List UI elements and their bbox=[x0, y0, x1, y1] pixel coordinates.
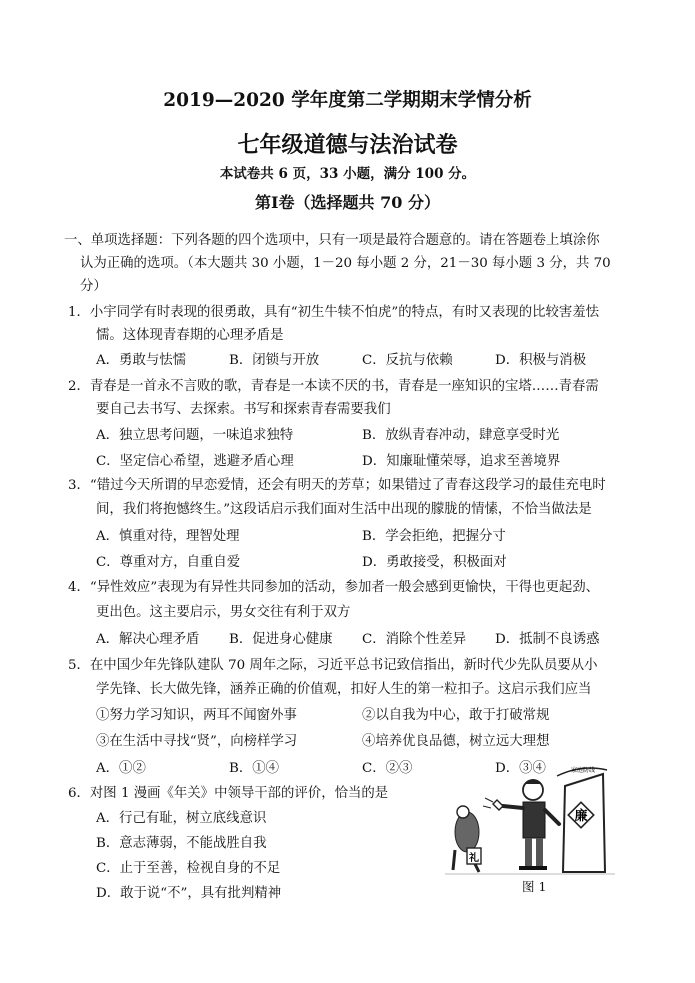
q4-option-c: C．消除个性差异 bbox=[362, 632, 466, 647]
gift-character: 礼 bbox=[469, 853, 479, 864]
q3-option-c: C．尊重对方，自重自爱 bbox=[96, 555, 241, 570]
q5-option-b: B．①④ bbox=[229, 761, 280, 776]
exam-subject-title: 七年级道德与法治试卷 bbox=[237, 132, 458, 158]
q5-statement-2: ②以自我为中心，敢于打破常规 bbox=[362, 708, 550, 723]
q5-option-c: C．②③ bbox=[362, 761, 413, 776]
q5-option-a: A．①② bbox=[96, 761, 146, 776]
q4-stem-line2: 更出色。这主要启示，男女交往有利于双方 bbox=[96, 605, 351, 620]
exam-header-title: 2019—2020 学年度第二学期期末学情分析 bbox=[163, 90, 532, 111]
cartoon-figure bbox=[445, 762, 615, 880]
q5-statement-3: ③在生活中寻找“贤”，向榜样学习 bbox=[96, 734, 298, 749]
q4-option-d: D．抵制不良诱惑 bbox=[495, 632, 600, 647]
q5-statement-4: ④培养优良品德，树立远大理想 bbox=[362, 734, 550, 749]
door-banner-text: 家庭防线 bbox=[570, 767, 596, 774]
q5-stem-line2: 学先锋、长大做先锋，涵养正确的价值观，扣好人生的第一粒扣子。这启示我们应当 bbox=[96, 682, 592, 697]
q4-stem-line1: 4．“异性效应”表现为有异性共同参加的活动，参加者一般会感到更愉快，干得也更起劲、 bbox=[68, 580, 600, 595]
q1-option-b: B．闭锁与开放 bbox=[229, 353, 320, 368]
q6-option-a: A．行己有耻，树立底线意识 bbox=[96, 811, 267, 826]
q2-stem-line1: 2．青春是一首永不言败的歌，青春是一本读不厌的书，青春是一座知识的宝塔……青春需 bbox=[68, 379, 599, 394]
q1-stem-line2: 懦。这体现青春期的心理矛盾是 bbox=[96, 328, 284, 343]
q1-option-a: A．勇敢与怯懦 bbox=[96, 353, 187, 368]
q5-option-d: D．③④ bbox=[495, 761, 546, 776]
q6-option-b: B．意志薄弱，不能战胜自我 bbox=[96, 836, 267, 851]
section-instruction-line2: 认为正确的选项。（本大题共 30 小题，1－20 每小题 2 分，21－30 每小题 3 分，共 70 bbox=[80, 256, 611, 271]
q5-stem-line1: 5．在中国少年先锋队建队 70 周年之际，习近平总书记致信指出，新时代少先队员要从小 bbox=[68, 658, 598, 673]
q4-option-a: A．解决心理矛盾 bbox=[96, 632, 200, 647]
q6-option-d: D．敢于说“不”，具有批判精神 bbox=[96, 886, 282, 901]
q5-statement-1: ①努力学习知识，两耳不闻窗外事 bbox=[96, 708, 297, 723]
q6-stem: 6．对图 1 漫画《年关》中领导干部的评价，恰当的是 bbox=[68, 786, 389, 801]
q3-option-d: D．勇敢接受，积极面对 bbox=[362, 555, 507, 570]
q1-option-c: C．反抗与依赖 bbox=[362, 353, 453, 368]
q1-stem-line1: 1．小宇同学有时表现的很勇敢，具有“初生牛犊不怕虎”的特点，有时又表现的比较害羞怯 bbox=[68, 305, 600, 320]
section-instruction-line1: 一、单项选择题：下列各题的四个选项中，只有一项是最符合题意的。请在答题卷上填涂你 bbox=[64, 233, 600, 248]
q6-option-c: C．止于至善，检视自身的不足 bbox=[96, 861, 281, 876]
figure-caption: 图 1 bbox=[522, 879, 547, 894]
q2-stem-line2: 要自己去书写、去探索。书写和探索青春需要我们 bbox=[96, 402, 391, 417]
q3-stem-line2: 间，我们将抱憾终生。”这段话启示我们面对生活中出现的朦胧的情愫，不恰当做法是 bbox=[96, 502, 592, 517]
q2-option-b: B．放纵青春冲动，肆意享受时光 bbox=[362, 428, 560, 443]
exam-info: 本试卷共 6 页，33 小题，满分 100 分。 bbox=[219, 166, 476, 182]
q2-option-a: A．独立思考问题，一味追求独特 bbox=[96, 428, 294, 443]
q3-option-a: A．慎重对待，理智处理 bbox=[96, 529, 240, 544]
q3-option-b: B．学会拒绝，把握分寸 bbox=[362, 529, 506, 544]
q1-option-d: D．积极与消极 bbox=[495, 353, 587, 368]
q4-option-b: B．促进身心健康 bbox=[229, 632, 333, 647]
q2-option-d: D．知廉耻懂荣辱，追求至善境界 bbox=[362, 454, 561, 469]
section-instruction-line3: 分） bbox=[80, 279, 107, 294]
door-character: 廉 bbox=[574, 809, 588, 824]
q3-stem-line1: 3．“错过今天所谓的早恋爱情，还会有明天的芳草；如果错过了青春这段学习的最佳充电时 bbox=[68, 478, 606, 493]
q2-option-c: C．坚定信心希望，逃避矛盾心理 bbox=[96, 454, 294, 469]
part-heading: 第Ⅰ卷（选择题共 70 分） bbox=[255, 193, 440, 212]
